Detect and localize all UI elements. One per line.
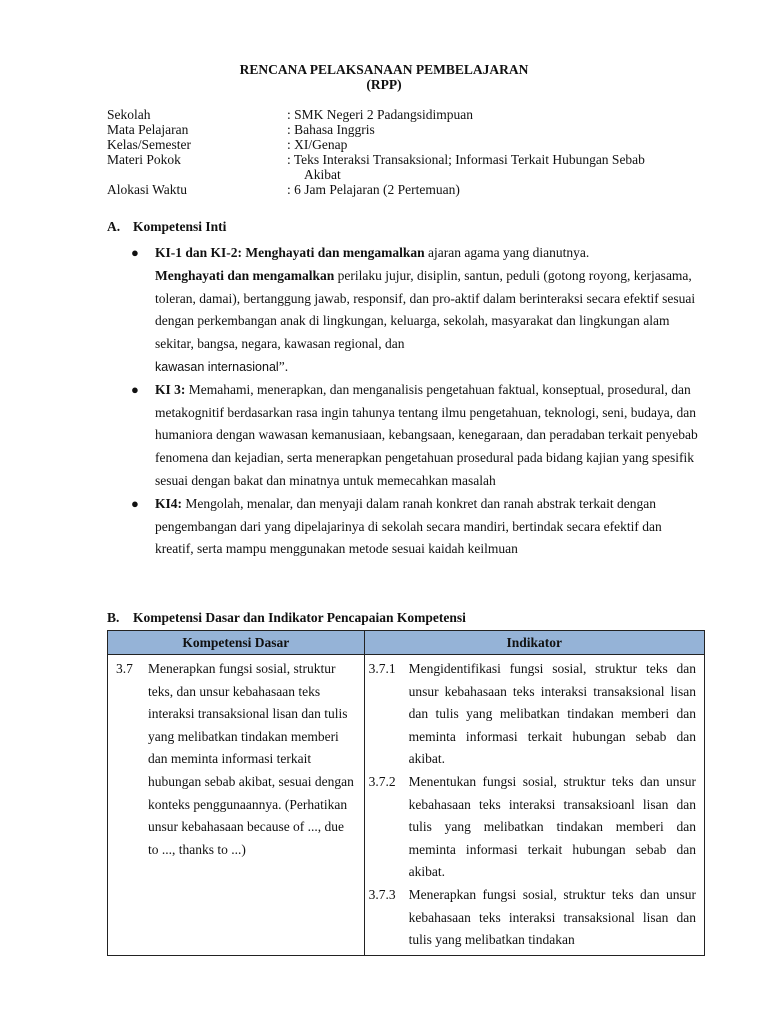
table-cell-indicators [364, 655, 704, 956]
ki2-text: perilaku jujur, disiplin, santun, peduli (gotong royong, kerjasama, toleran, damai), bertanggung jawab, responsif, dan pro-aktif dalam berinteraksi secara efektif sesuai dengan perkembangan anak di lingkungan, keluarga, sekolah, masyarakat dan lingkungan alam sekitar, bangsa, negara, kawasan regional, dan [155, 267, 696, 352]
section-letter: B. [107, 610, 120, 625]
document-title: RENCANA PELAKSANAAN PEMBELAJARAN [239, 62, 529, 77]
ki1-label: KI-1 dan KI-2: Menghayati dan mengamalkan [155, 245, 425, 260]
indicator-item [369, 658, 696, 771]
competency-table [107, 630, 705, 956]
ki2-tail-end: ”. [278, 358, 289, 374]
table-header: Kompetensi Dasar [108, 631, 365, 655]
document-subtitle: (RPP) [366, 77, 402, 92]
info-label: Kelas/Semester [107, 137, 191, 152]
ki3-text: Memahami, menerapkan, dan menganalisis pengetahuan faktual, konseptual, prosedural, dan metakognitif berdasarkan rasa ingin tahunya tentang ilmu pengetahuan, teknologi, seni, budaya, dan humaniora dengan wawasan kemanusiaan, kebangsaan, kenegaraan, dan peradaban terkait penyebab fenomena dan kejadian, serta menerapkan pengetahuan prosedural pada bidang kajian yang spesifik sesuai dengan bakat dan minatnya untuk memecahkan masalah [155, 381, 698, 488]
section-title: Kompetensi Inti [133, 219, 227, 234]
info-label: Materi Pokok [107, 152, 181, 167]
indicator-number: 3.7.2 [368, 773, 396, 789]
table-cell-kd [108, 655, 365, 956]
list-item [131, 493, 701, 561]
table-header-row [108, 631, 705, 655]
bullet-icon: ● [131, 381, 139, 397]
indicator-text: Menerapkan fungsi sosial, struktur teks dan unsur kebahasaan teks interaksi transaksional lisan dan tulis yang melibatkan tindakan [408, 886, 696, 948]
table-row [108, 655, 705, 956]
indicator-item [369, 884, 696, 952]
info-label: Mata Pelajaran [107, 122, 189, 137]
ki2-tail: kawasan internasional [155, 359, 279, 374]
section-letter: A. [107, 219, 121, 234]
info-value: : 6 Jam Pelajaran (2 Pertemuan) [287, 182, 460, 197]
kd-number: 3.7 [116, 661, 133, 676]
indicator-item [369, 771, 696, 884]
list-item [131, 379, 701, 493]
ki2-label: Menghayati dan mengamalkan [155, 267, 335, 283]
section-b-heading [107, 610, 466, 626]
info-label: Sekolah [107, 107, 151, 122]
section-title: Kompetensi Dasar dan Indikator Pencapaian Kompetensi [133, 610, 466, 625]
ki4-label: KI4: [155, 495, 182, 511]
indicator-text: Menentukan fungsi sosial, struktur teks dan unsur kebahasaan teks interaksi transaksioanl lisan dan tulis yang melibatkan tindakan memberi dan meminta informasi terkait hubungan sebab dan akibat. [408, 773, 696, 880]
indicator-text: Mengidentifikasi fungsi sosial, struktur teks dan unsur kebahasaan teks interaksi transaksional lisan dan tulis yang melibatkan tindakan memberi dan meminta informasi terkait hubungan sebab dan akibat. [408, 661, 696, 767]
info-value-continuation: Akibat [304, 167, 341, 182]
info-value: : SMK Negeri 2 Padangsidimpuan [287, 107, 473, 122]
info-value: : XI/Genap [287, 137, 348, 152]
bullet-icon: ● [131, 495, 139, 511]
competency-list [131, 242, 701, 561]
section-a-heading [107, 219, 226, 235]
kd-text: Menerapkan fungsi sosial, struktur teks, dan unsur kebahasaan teks interaksi transaksional lisan dan tulis yang melibatkan tindakan memberi dan meminta informasi terkait hubungan sebab akibat, sesuai dengan konteks penggunaannya. (Perhatikan unsur kebahasaan because of ..., due to ..., thanks to ...) [148, 661, 354, 857]
info-value: : Teks Interaksi Transaksional; Informasi Terkait Hubungan Sebab [287, 152, 645, 167]
indicator-number: 3.7.1 [368, 661, 396, 676]
ki3-label: KI 3: [155, 381, 186, 397]
ki1-text: ajaran agama yang dianutnya. [424, 245, 590, 260]
ki4-text: Mengolah, menalar, dan menyaji dalam ranah konkret dan ranah abstrak terkait dengan pengembangan dari yang dipelajarinya di sekolah secara mandiri, bertindak secara efektif dan kreatif, serta mampu menggunakan metode sesuai kaidah keilmuan [155, 495, 662, 557]
info-value: : Bahasa Inggris [287, 122, 375, 137]
bullet-icon: ● [131, 245, 139, 260]
table-header: Indikator [364, 631, 704, 655]
info-label: Alokasi Waktu [107, 182, 188, 197]
indicator-number: 3.7.3 [368, 886, 396, 902]
list-item [131, 242, 701, 379]
